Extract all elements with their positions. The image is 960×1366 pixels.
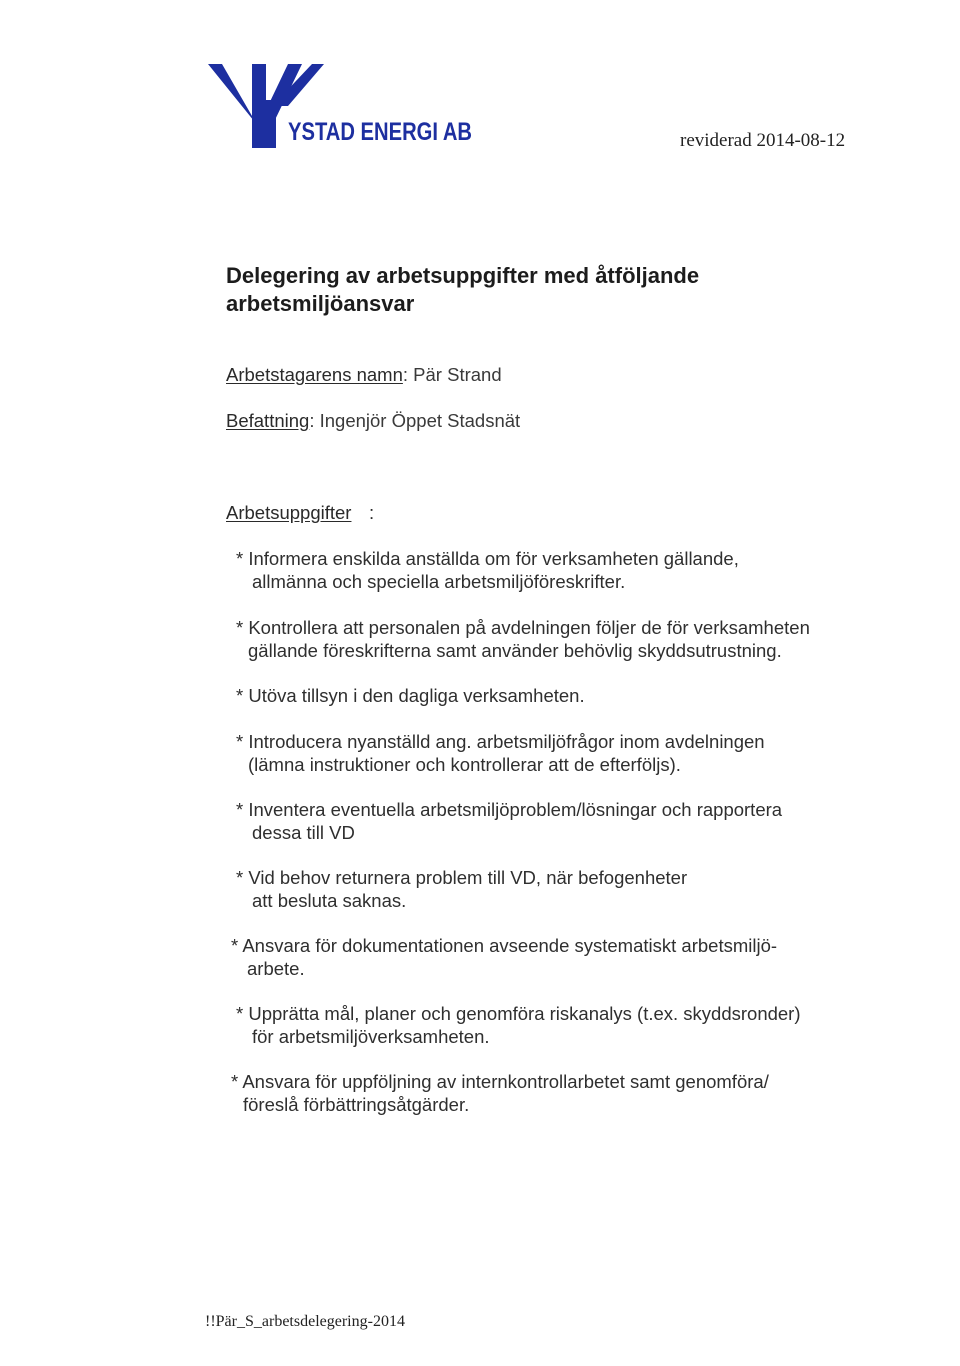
task-line-1: * Ansvara för uppföljning av internkontrollarbetet samt genomföra/ — [231, 1071, 769, 1092]
position-field — [226, 410, 520, 432]
list-item — [236, 548, 739, 593]
task-line-2: (lämna instruktioner och kontrollerar att de efterföljs). — [248, 753, 681, 775]
task-line-2: att besluta saknas. — [252, 889, 407, 911]
task-line-2: föreslå förbättringsåtgärder. — [243, 1093, 470, 1115]
position-value: : Ingenjör Öppet Stadsnät — [309, 410, 521, 431]
task-line-1: * Informera enskilda anställda om för verksamheten gällande, — [236, 548, 739, 569]
list-item — [236, 731, 765, 776]
title-line-2: arbetsmiljöansvar — [226, 291, 415, 316]
employee-name-field — [226, 364, 502, 386]
task-line-2: arbete. — [247, 957, 305, 979]
logo-text: YSTAD ENERGI AB — [288, 118, 472, 146]
task-line-2: för arbetsmiljöverksamheten. — [252, 1025, 490, 1047]
list-item — [236, 799, 782, 844]
task-line-1: * Introducera nyanställd ang. arbetsmiljöfrågor inom avdelningen — [236, 731, 765, 752]
task-line-2: gällande föreskrifterna samt använder behövlig skyddsutrustning. — [248, 639, 782, 661]
footer-filename: !!Pär_S_arbetsdelegering-2014 — [205, 1313, 405, 1330]
list-item — [236, 617, 810, 662]
task-line-1: * Ansvara för dokumentationen avseende systematiskt arbetsmiljö- — [231, 935, 778, 956]
task-line-1: * Upprätta mål, planer och genomföra riskanalys (t.ex. skyddsronder) — [236, 1003, 801, 1024]
position-label: Befattning — [226, 410, 310, 431]
list-item — [236, 867, 687, 912]
title-line-1: Delegering av arbetsuppgifter med åtföljande — [226, 263, 700, 288]
list-item — [236, 685, 585, 708]
document-title — [226, 262, 786, 318]
task-line-1: * Utöva tillsyn i den dagliga verksamheten. — [236, 685, 585, 706]
task-line-2: allmänna och speciella arbetsmiljöföreskrifter. — [252, 570, 626, 592]
list-item — [236, 1003, 801, 1048]
tasks-heading-text: Arbetsuppgifter — [226, 502, 352, 523]
revision-date: reviderad 2014-08-12 — [680, 130, 846, 151]
task-line-2: dessa till VD — [252, 821, 355, 843]
tasks-heading — [226, 502, 351, 524]
task-line-1: * Kontrollera att personalen på avdelningen följer de för verksamheten — [236, 617, 810, 638]
ystad-energi-logo-icon — [208, 60, 478, 152]
task-line-1: * Inventera eventuella arbetsmiljöproblem/lösningar och rapportera — [236, 799, 783, 820]
employee-name-label: Arbetstagarens namn — [226, 364, 403, 385]
employee-name-value: : Pär Strand — [402, 364, 502, 385]
list-item — [231, 935, 777, 980]
list-item — [231, 1071, 769, 1116]
task-line-1: * Vid behov returnera problem till VD, när befogenheter — [236, 867, 688, 888]
tasks-heading-colon: : — [369, 502, 375, 523]
